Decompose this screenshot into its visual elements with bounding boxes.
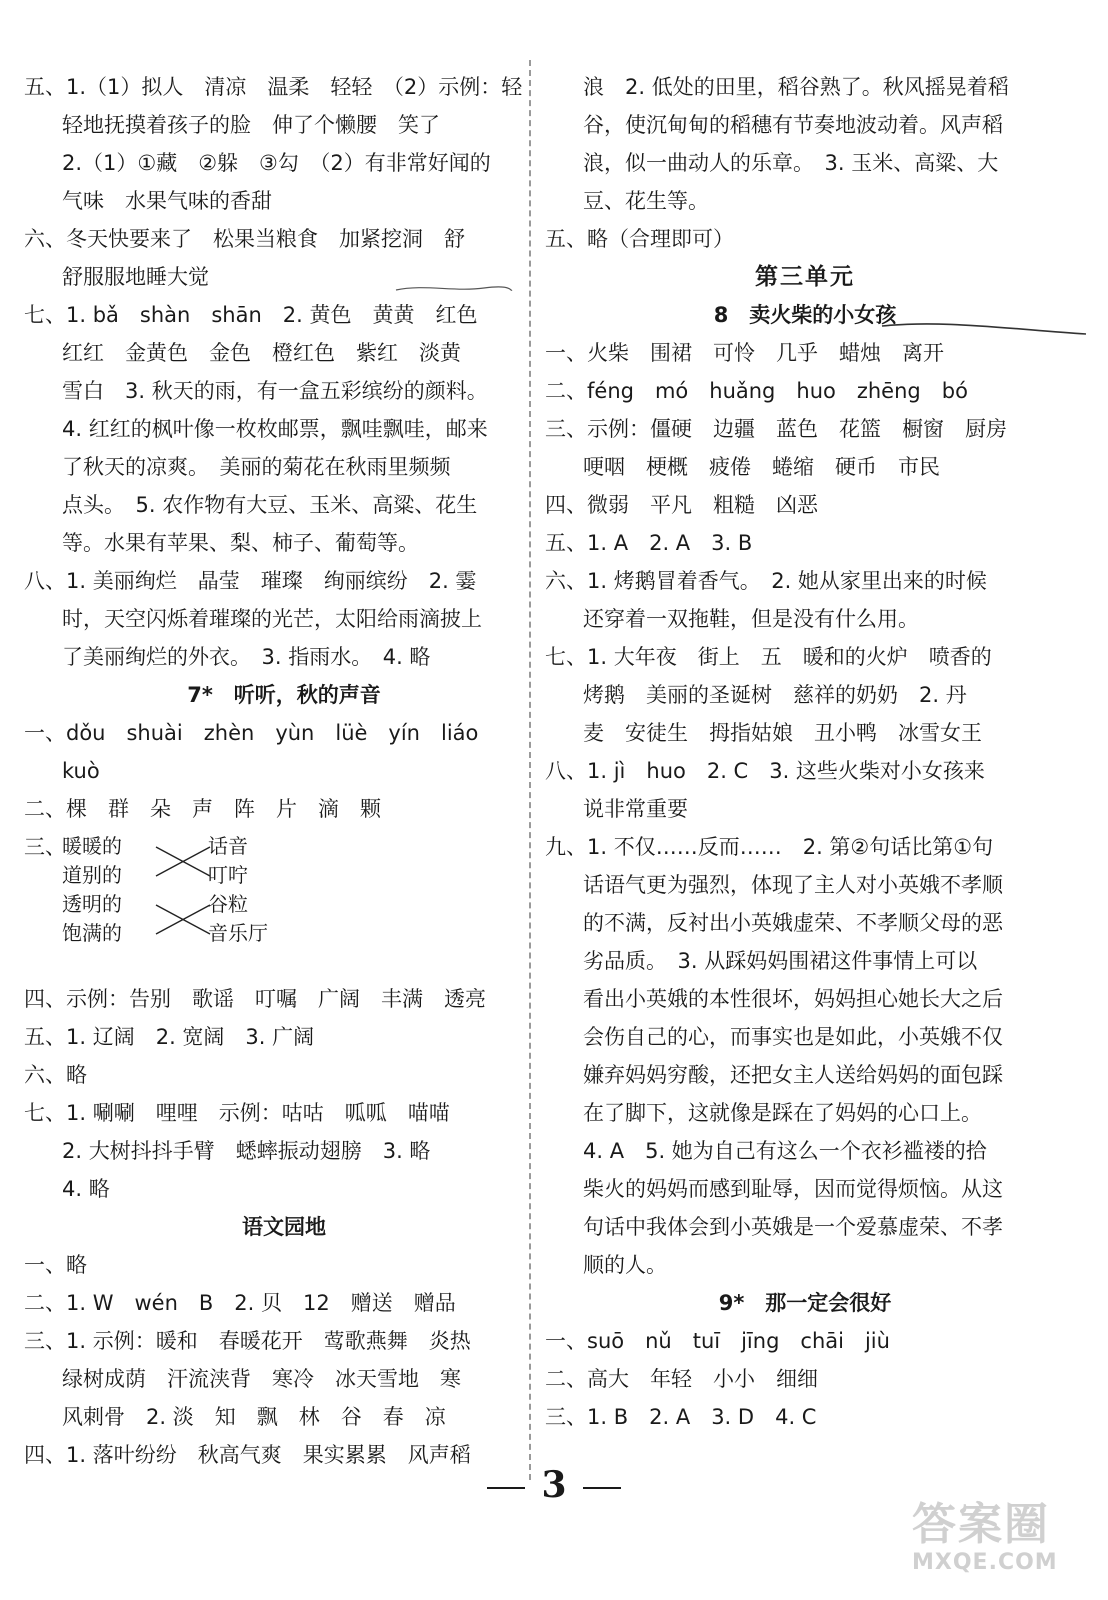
watermark xyxy=(912,1500,1092,1590)
answer-line: 浪，似一曲动人的乐章。 3. 玉米、高粱、大 xyxy=(583,151,999,175)
page-number: 3 xyxy=(541,1464,567,1506)
answer-line: 气味 水果气味的香甜 xyxy=(62,189,272,213)
answer-line: 三、1. B 2. A 3. D 4. C xyxy=(545,1405,817,1429)
answer-line: 话语气更为强烈，体现了主人对小英娥不孝顺 xyxy=(583,873,1003,897)
answer-line: 一、suō nǔ tuī jīng chāi jiù xyxy=(545,1329,890,1353)
pen-mark xyxy=(394,280,514,300)
answer-line: 二、高大 年轻 小小 细细 xyxy=(545,1367,818,1391)
section-title: 语文园地 xyxy=(242,1215,326,1239)
answer-line: 等。水果有苹果、梨、柿子、葡萄等。 xyxy=(62,531,419,555)
watermark-logo-text: 答案圈 xyxy=(912,1499,1050,1550)
matching-right-list xyxy=(208,832,268,948)
answer-line: kuò xyxy=(62,759,100,783)
answer-line: 浪 2. 低处的田里，稻谷熟了。秋风摇晃着稻 xyxy=(583,75,1009,99)
answer-line: 4. A 5. 她为自己有这么一个衣衫褴褛的拾 xyxy=(583,1139,987,1163)
matching-right-item: 谷粒 xyxy=(208,892,248,916)
answer-line: 时，天空闪烁着璀璨的光芒，太阳给雨滴披上 xyxy=(62,607,482,631)
answer-line: 哽咽 梗概 疲倦 蜷缩 硬币 市民 xyxy=(583,455,940,479)
answer-line: 七、1. 大年夜 街上 五 暖和的火炉 喷香的 xyxy=(545,645,992,669)
answer-line: 六、1. 烤鹅冒着香气。 2. 她从家里出来的时候 xyxy=(545,569,987,593)
answer-line: 舒服服地睡大觉 xyxy=(62,265,209,289)
section-title: 8 卖火柴的小女孩 xyxy=(713,303,897,327)
matching-exercise xyxy=(24,828,544,980)
section-title: 7* 听听，秋的声音 xyxy=(187,683,381,707)
answer-line: 豆、花生等。 xyxy=(583,189,709,213)
answer-line: 五、1.（1）拟人 清凉 温柔 轻轻 （2）示例：轻 xyxy=(24,75,523,99)
matching-lines xyxy=(154,832,214,952)
section-title: 9* 那一定会很好 xyxy=(718,1291,892,1315)
answer-line: 了美丽绚烂的外衣。 3. 指雨水。 4. 略 xyxy=(62,645,431,669)
answer-line: 六、冬天快要来了 松果当粮食 加紧挖洞 舒 xyxy=(24,227,465,251)
answer-line: 轻地抚摸着孩子的脸 伸了个懒腰 笑了 xyxy=(62,113,440,137)
answer-line: 劣品质。 3. 从踩妈妈围裙这件事情上可以 xyxy=(583,949,978,973)
matching-left-item: 暖暖的 xyxy=(62,834,122,858)
answer-line: 一、略 xyxy=(24,1253,87,1277)
answer-line: 五、1. A 2. A 3. B xyxy=(545,531,753,555)
answer-line: 2. 大树抖抖手臂 蟋蟀振动翅膀 3. 略 xyxy=(62,1139,431,1163)
answer-line: 柴火的妈妈而感到耻辱，因而觉得烦恼。从这 xyxy=(583,1177,1003,1201)
answer-line: 顺的人。 xyxy=(583,1253,667,1277)
answer-line: 说非常重要 xyxy=(583,797,688,821)
answer-line: 2.（1）①藏 ②躲 ③勾 （2）有非常好闻的 xyxy=(62,151,491,175)
section-title: 第三单元 xyxy=(755,264,855,290)
watermark-url: MXQE.COM xyxy=(912,1550,1058,1575)
answer-line: 看出小英娥的本性很坏，妈妈担心她长大之后 xyxy=(583,987,1003,1011)
answer-line: 一、火柴 围裙 可怜 几乎 蜡烛 离开 xyxy=(545,341,944,365)
answer-line: 八、1. 美丽绚烂 晶莹 璀璨 绚丽缤纷 2. 霎 xyxy=(24,569,477,593)
answer-line: 二、1. W wén B 2. 贝 12 赠送 赠品 xyxy=(24,1291,456,1315)
matching-right-item: 叮咛 xyxy=(208,863,248,887)
answer-line: 三、1. 示例：暖和 春暖花开 莺歌燕舞 炎热 xyxy=(24,1329,471,1353)
answer-line: 4. 略 xyxy=(62,1177,110,1201)
answer-line: 一、dǒu shuài zhèn yùn lüè yín liáo xyxy=(24,721,479,745)
answer-line: 二、féng mó huǎng huo zhēng bó xyxy=(545,379,968,403)
footer-dash xyxy=(487,1487,525,1489)
answer-line: 麦 安徒生 拇指姑娘 丑小鸭 冰雪女王 xyxy=(583,721,982,745)
answer-line: 了秋天的凉爽。 美丽的菊花在秋雨里频频 xyxy=(62,455,451,479)
answer-line: 嫌弃妈妈穷酸，还把女主人送给妈妈的面包踩 xyxy=(583,1063,1003,1087)
footer-dash xyxy=(583,1487,621,1489)
answer-line: 五、略（合理即可） xyxy=(545,227,734,251)
answer-line: 在了脚下，这就像是踩在了妈妈的心口上。 xyxy=(583,1101,982,1125)
matching-left-item: 道别的 xyxy=(62,863,122,887)
answer-line: 雪白 3. 秋天的雨，有一盒五彩缤纷的颜料。 xyxy=(62,379,488,403)
pen-mark xyxy=(880,318,1090,342)
answer-line: 八、1. jì huo 2. C 3. 这些火柴对小女孩来 xyxy=(545,759,985,783)
answer-line: 烤鹅 美丽的圣诞树 慈祥的奶奶 2. 丹 xyxy=(583,683,967,707)
answer-line: 四、1. 落叶纷纷 秋高气爽 果实累累 风声稻 xyxy=(24,1443,471,1467)
right-column xyxy=(545,68,1065,1436)
answer-line: 句话中我体会到小英娥是一个爱慕虚荣、不孝 xyxy=(583,1215,1003,1239)
answer-line: 七、1. bǎ shàn shān 2. 黄色 黄黄 红色 xyxy=(24,303,478,327)
matching-left-item: 透明的 xyxy=(62,892,122,916)
answer-line: 二、棵 群 朵 声 阵 片 滴 颗 xyxy=(24,797,381,821)
answer-line: 红红 金黄色 金色 橙红色 紫红 淡黄 xyxy=(62,341,461,365)
answer-line: 九、1. 不仅……反而…… 2. 第②句话比第①句 xyxy=(545,835,994,859)
answer-line: 七、1. 唰唰 哩哩 示例：咕咕 呱呱 喵喵 xyxy=(24,1101,450,1125)
answer-line: 四、示例：告别 歌谣 叮嘱 广阔 丰满 透亮 xyxy=(24,987,486,1011)
answer-line: 绿树成荫 汗流浃背 寒冷 冰天雪地 寒 xyxy=(62,1367,461,1391)
answer-line: 的不满，反衬出小英娥虚荣、不孝顺父母的恶 xyxy=(583,911,1003,935)
answer-line: 五、1. 辽阔 2. 宽阔 3. 广阔 xyxy=(24,1025,315,1049)
answer-line: 点头。 5. 农作物有大豆、玉米、高粱、花生 xyxy=(62,493,478,517)
left-column xyxy=(24,68,544,1474)
matching-right-item: 话音 xyxy=(208,834,248,858)
answer-line: 还穿着一双拖鞋，但是没有什么用。 xyxy=(583,607,919,631)
matching-left-item: 饱满的 xyxy=(62,921,122,945)
answer-line: 会伤自己的心，而事实也是如此，小英娥不仅 xyxy=(583,1025,1003,1049)
answer-line: 4. 红红的枫叶像一枚枚邮票，飘哇飘哇，邮来 xyxy=(62,417,488,441)
matching-right-item: 音乐厅 xyxy=(208,921,268,945)
matching-left-list xyxy=(62,832,122,948)
answer-line: 谷，使沉甸甸的稻穗有节奏地波动着。风声稻 xyxy=(583,113,1003,137)
matching-label: 三、 xyxy=(24,835,66,859)
answer-line: 六、略 xyxy=(24,1063,87,1087)
answer-line: 风刺骨 2. 淡 知 飘 林 谷 春 凉 xyxy=(62,1405,446,1429)
answer-line: 三、示例：僵硬 边疆 蓝色 花篮 橱窗 厨房 xyxy=(545,417,1007,441)
answer-line: 四、微弱 平凡 粗糙 凶恶 xyxy=(545,493,818,517)
column-divider xyxy=(529,60,531,1480)
